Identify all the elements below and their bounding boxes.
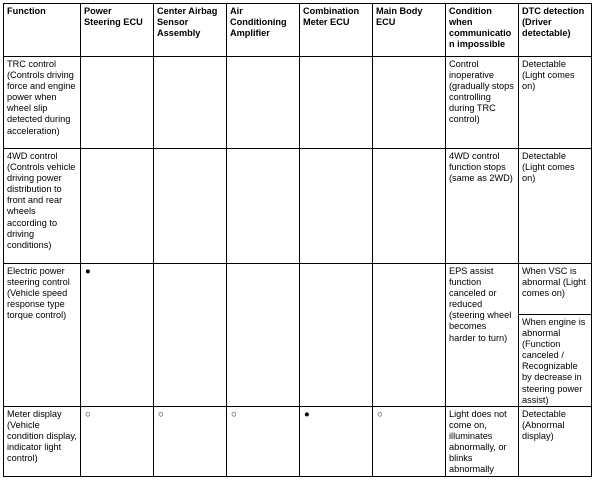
cell-combination-meter-ecu: [300, 149, 373, 264]
table-row-meter-display: [4, 407, 592, 477]
cell-dtc-detection: Detectable (Abnormal display): [519, 407, 592, 477]
cell-air-conditioning-amplifier: [227, 407, 300, 477]
cell-function: Electric power steering control (Vehicle speed response type torque control): [4, 264, 81, 407]
header-condition: Condition when communication impossible: [446, 4, 519, 57]
used-symbol-open: ○: [158, 409, 164, 420]
cell-main-body-ecu: [373, 264, 446, 407]
cell-center-airbag-sensor: [154, 57, 227, 149]
cell-dtc-detection: Detectable (Light comes on): [519, 57, 592, 149]
used-symbol-open: ○: [85, 409, 91, 420]
cell-power-steering-ecu: [81, 264, 154, 407]
cell-dtc-detection: Detectable (Light comes on): [519, 149, 592, 264]
cell-condition: 4WD control function stops (same as 2WD): [446, 149, 519, 264]
cell-condition: EPS assist function canceled or reduced (steering wheel becomes harder to turn): [446, 264, 519, 407]
table-row-4wd-control: [4, 149, 592, 264]
table-row-eps-control: [4, 264, 592, 315]
cell-center-airbag-sensor: [154, 407, 227, 477]
cell-power-steering-ecu: [81, 57, 154, 149]
cell-function: 4WD control (Controls vehicle driving power distribution to front and rear wheels according to driving conditions): [4, 149, 81, 264]
cell-center-airbag-sensor: [154, 264, 227, 407]
cell-condition: Light does not come on, illuminates abnormally, or blinks abnormally: [446, 407, 519, 477]
cell-condition: Control inoperative (gradually stops controlling during TRC control): [446, 57, 519, 149]
cell-air-conditioning-amplifier: [227, 57, 300, 149]
header-power-steering-ecu: Power Steering ECU: [81, 4, 154, 57]
cell-main-body-ecu: [373, 57, 446, 149]
header-combination-meter-ecu: Combination Meter ECU: [300, 4, 373, 57]
used-symbol-open: ○: [231, 409, 237, 420]
cell-dtc-detection-engine: When engine is abnormal (Function canceled / Recognizable by decrease in steering power assist): [519, 315, 592, 407]
cell-combination-meter-ecu: [300, 407, 373, 477]
cell-power-steering-ecu: [81, 149, 154, 264]
used-symbol-filled: ●: [304, 409, 310, 420]
communication-function-table: [3, 3, 592, 477]
header-function: Function: [4, 4, 81, 57]
cell-combination-meter-ecu: [300, 57, 373, 149]
cell-combination-meter-ecu: [300, 264, 373, 407]
cell-dtc-detection-vsc: When VSC is abnormal (Light comes on): [519, 264, 592, 315]
cell-function: Meter display (Vehicle condition display, indicator light control): [4, 407, 81, 477]
header-main-body-ecu: Main Body ECU: [373, 4, 446, 57]
cell-air-conditioning-amplifier: [227, 264, 300, 407]
used-symbol-open: ○: [377, 409, 383, 420]
cell-center-airbag-sensor: [154, 149, 227, 264]
header-center-airbag-sensor: Center Airbag Sensor Assembly: [154, 4, 227, 57]
header-dtc-detection: DTC detection (Driver detectable): [519, 4, 592, 57]
cell-main-body-ecu: [373, 149, 446, 264]
cell-power-steering-ecu: [81, 407, 154, 477]
cell-air-conditioning-amplifier: [227, 149, 300, 264]
table-row-trc-control: [4, 57, 592, 149]
cell-function: TRC control (Controls driving force and engine power when wheel slip detected during acceleration): [4, 57, 81, 149]
header-air-conditioning-amplifier: Air Conditioning Amplifier: [227, 4, 300, 57]
header-row: [4, 4, 592, 57]
used-symbol-filled: ●: [85, 266, 91, 277]
cell-main-body-ecu: [373, 407, 446, 477]
